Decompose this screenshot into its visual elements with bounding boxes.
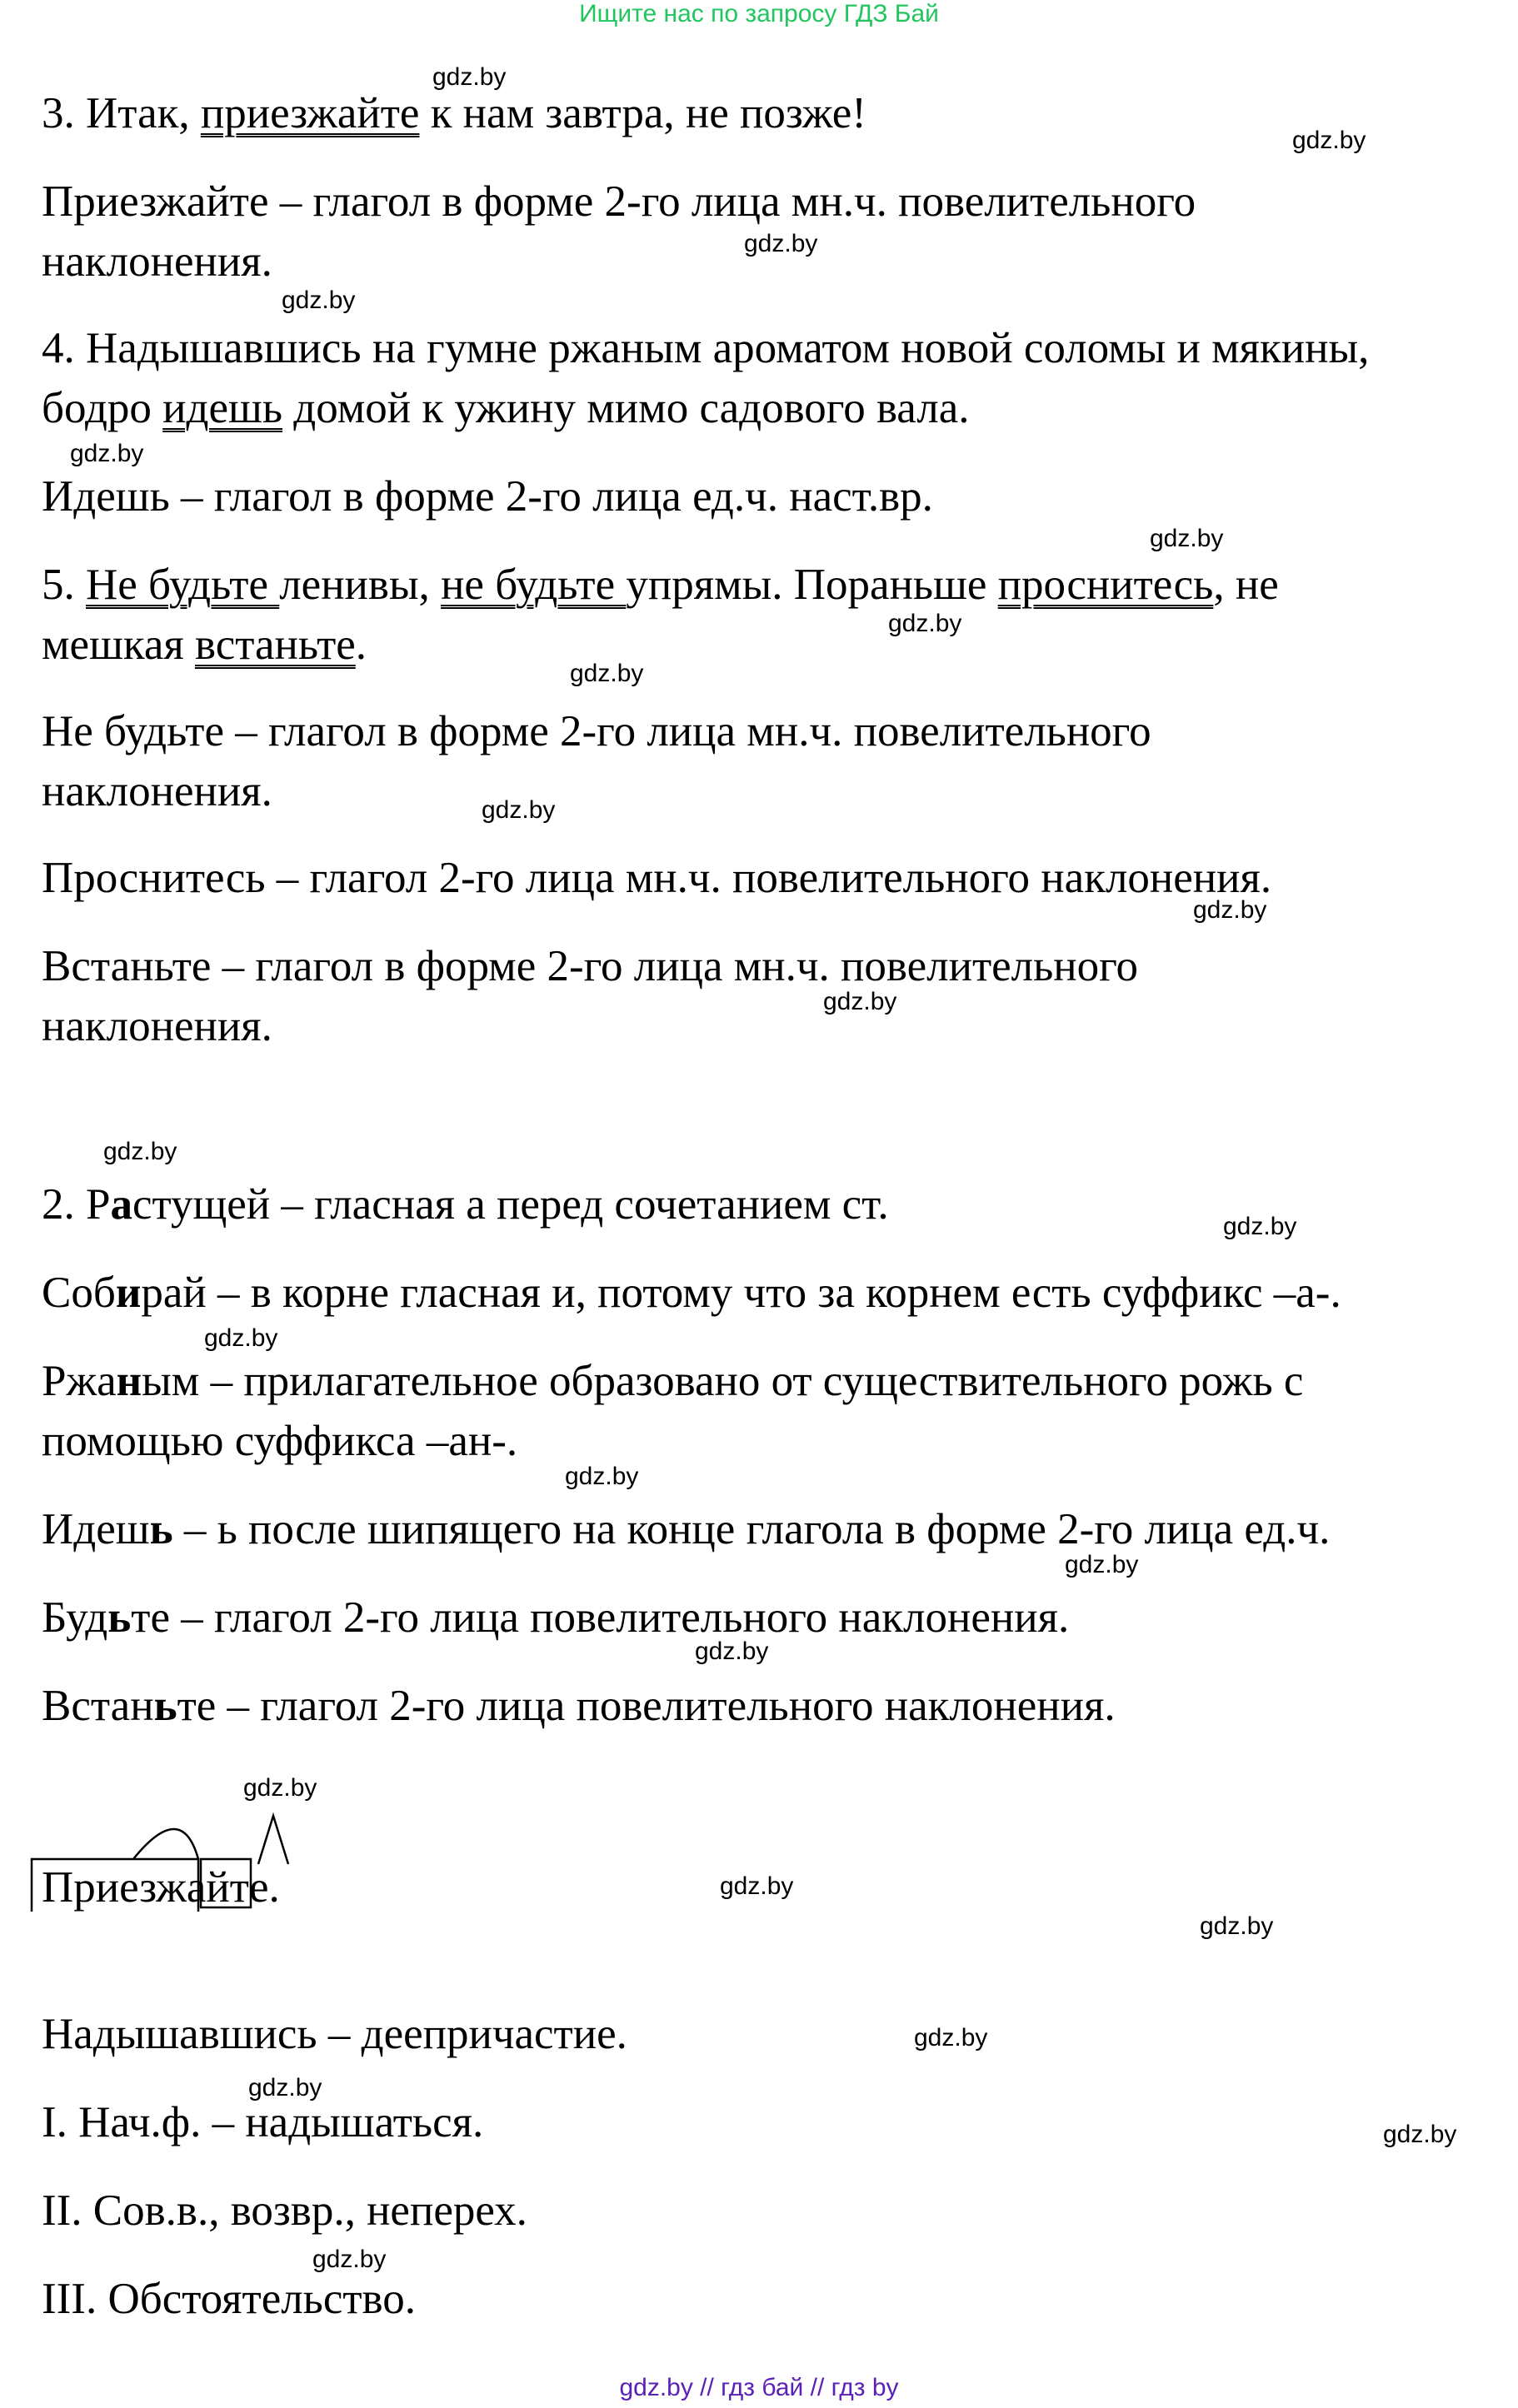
watermark: gdz.by	[432, 63, 507, 91]
parse-line: I. Нач.ф. – надышаться.	[42, 2098, 484, 2146]
suffix-part: ай	[186, 1863, 230, 1912]
underlined-predicate: идешь	[162, 384, 282, 432]
text-part: – ь после шипящего на конце глагола в форме 2-го лица ед.ч.	[172, 1505, 1331, 1553]
parse-line: Надышавшись – деепричастие.	[42, 2010, 627, 2058]
text-part: бодро	[42, 384, 163, 432]
text-part: Идеш	[42, 1505, 150, 1553]
analysis-line: наклонения.	[42, 767, 272, 815]
watermark: gdz.by	[248, 2074, 322, 2101]
text-part: те – глагол 2-го лица повелительного наклонения.	[131, 1593, 1070, 1642]
highlighted-letter: ь	[107, 1593, 132, 1642]
highlighted-letter: н	[116, 1357, 142, 1405]
suffix-box	[201, 1859, 251, 1907]
text-part: 5.	[42, 561, 86, 609]
word-part: Приезж	[42, 1863, 187, 1912]
analysis-line: Проснитесь – глагол 2-го лица мн.ч. повелительного наклонения.	[42, 854, 1272, 902]
text-part: Встан	[42, 1682, 154, 1730]
watermark: gdz.by	[720, 1872, 794, 1900]
analysis-line: Идешь – глагол в форме 2-го лица ед.ч. наст.вр.	[42, 472, 933, 521]
watermark: gdz.by	[823, 988, 897, 1015]
watermark: gdz.by	[888, 610, 962, 637]
analysis-line: Не будьте – глагол в форме 2-го лица мн.ч. повелительного	[42, 707, 1151, 755]
text-part: упрямы. Пораньше	[626, 561, 998, 609]
watermark: gdz.by	[1223, 1213, 1297, 1240]
watermark: gdz.by	[282, 287, 356, 314]
sentence-4: 4. Надышавшись на гумне ржаным ароматом новой соломы и мякины,	[42, 324, 1370, 372]
highlighted-letter: и	[115, 1269, 142, 1317]
underlined-predicate: Не будьте	[86, 561, 280, 609]
text-part: Соб	[42, 1269, 116, 1317]
watermark: gdz.by	[70, 440, 144, 467]
text-part: домой к ужину мимо садового вала.	[282, 384, 970, 432]
watermark: gdz.by	[103, 1138, 177, 1165]
text-part: .	[355, 621, 367, 669]
page-footer[interactable]: gdz.by // гдз бай // гдз by	[619, 2374, 899, 2401]
watermark: gdz.by	[695, 1638, 769, 1665]
text-part: Ржа	[42, 1357, 117, 1405]
analysis-line: Приезжайте – глагол в форме 2-го лица мн.ч. повелительного	[42, 177, 1196, 226]
prefix-mark	[32, 1859, 198, 1912]
watermark: gdz.by	[570, 660, 644, 687]
text-part: к нам завтра, не позже!	[419, 89, 866, 137]
underlined-predicate: не будьте	[441, 561, 627, 609]
text-part: те – глагол 2-го лица повелительного наклонения.	[177, 1682, 1116, 1730]
watermark: gdz.by	[1292, 127, 1366, 154]
spelling-line: помощью суффикса –ан-.	[42, 1417, 518, 1465]
text-part: мешкая	[42, 621, 195, 669]
text-part: , не	[1213, 561, 1279, 609]
analysis-line: наклонения.	[42, 1002, 272, 1050]
page-header[interactable]: Ищите нас по запросу ГДЗ Бай	[579, 0, 939, 27]
highlighted-letter: а	[110, 1180, 132, 1229]
highlighted-letter: ь	[153, 1682, 177, 1730]
text-part: 2. Р	[42, 1180, 111, 1229]
text-part: 3. Итак,	[42, 89, 201, 137]
watermark: gdz.by	[243, 1774, 317, 1802]
watermark: gdz.by	[312, 2246, 387, 2273]
parse-line: II. Сов.в., возвр., неперех.	[42, 2186, 527, 2235]
underlined-predicate: встаньте	[194, 621, 356, 669]
watermark: gdz.by	[1383, 2121, 1457, 2148]
watermark: gdz.by	[914, 2024, 988, 2052]
text-part: Буд	[42, 1593, 108, 1642]
ending-mark	[258, 1816, 288, 1864]
watermark: gdz.by	[744, 230, 818, 257]
watermark: gdz.by	[1193, 896, 1267, 924]
watermark: gdz.by	[1065, 1551, 1139, 1578]
watermark: gdz.by	[565, 1463, 639, 1490]
underlined-predicate: проснитесь	[997, 561, 1214, 609]
watermark: gdz.by	[204, 1324, 278, 1352]
watermark: gdz.by	[1150, 525, 1224, 552]
root-arc	[133, 1829, 198, 1859]
text-part: рай – в корне гласная и, потому что за корнем есть суффикс –а-.	[141, 1269, 1341, 1317]
underlined-predicate: приезжайте	[200, 89, 420, 137]
parse-line: III. Обстоятельство.	[42, 2275, 416, 2323]
text-part: стущей – гласная а перед сочетанием ст.	[132, 1180, 889, 1229]
word-part: те.	[229, 1863, 280, 1912]
watermark: gdz.by	[1200, 1912, 1274, 1940]
text-part: ленивы,	[279, 561, 442, 609]
watermark: gdz.by	[482, 796, 556, 824]
analysis-line: Встаньте – глагол в форме 2-го лица мн.ч. повелительного	[42, 942, 1139, 990]
analysis-line: наклонения.	[42, 237, 272, 286]
highlighted-letter: ь	[149, 1505, 173, 1553]
text-part: ым – прилагательное образовано от существительного рожь с	[142, 1357, 1304, 1405]
